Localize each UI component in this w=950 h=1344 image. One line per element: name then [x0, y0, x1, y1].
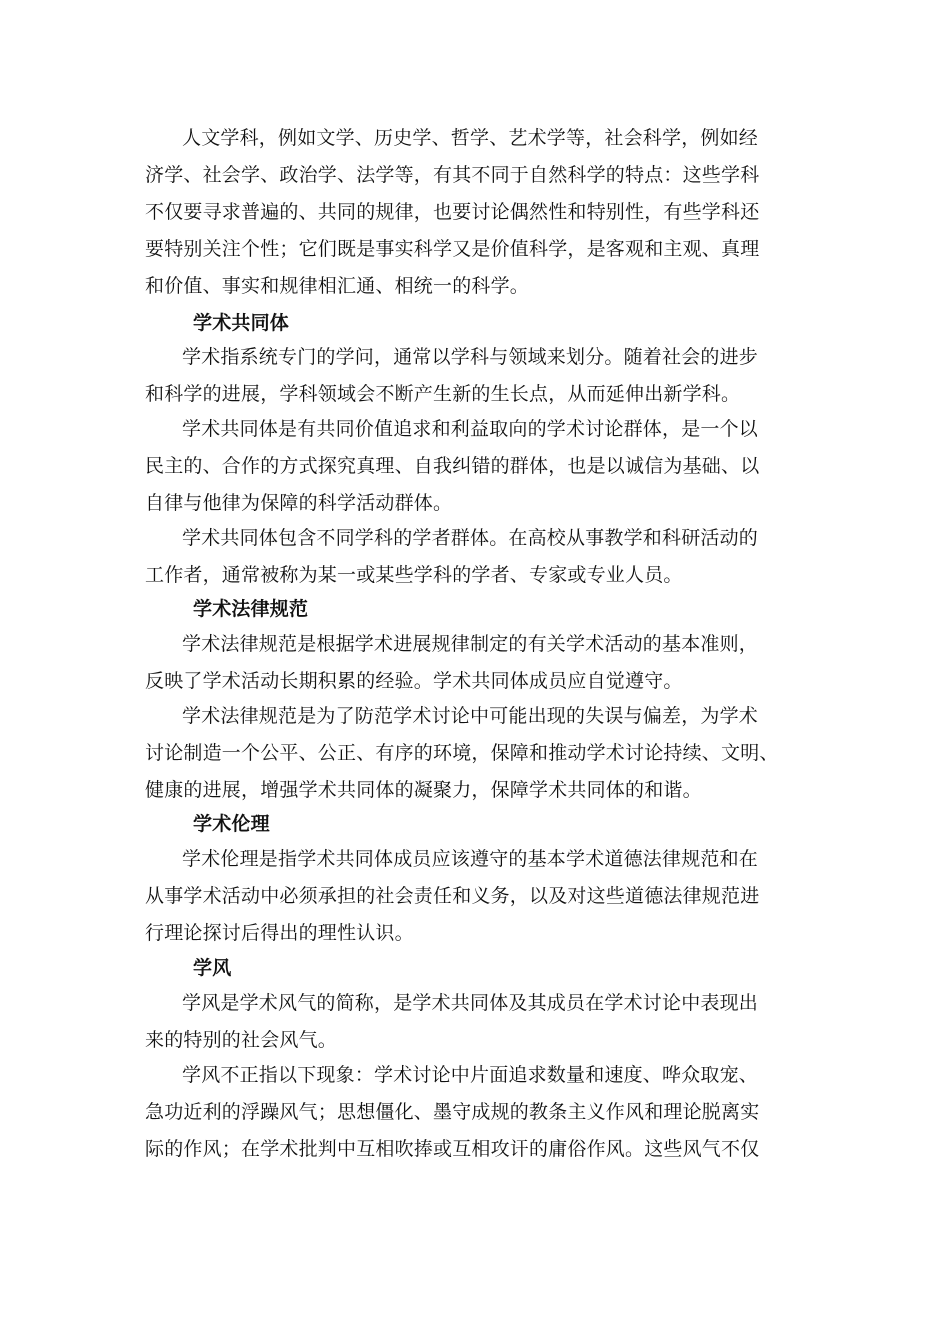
- text-line: 学术共同体是有共同价值追求和利益取向的学术讨论群体，是一个以: [182, 418, 759, 440]
- text-line: 要特别关注个性；它们既是事实科学又是价值科学，是客观和主观、真理: [145, 238, 760, 260]
- text-line: 行理论探讨后得出的理性认识。: [145, 922, 414, 944]
- text-line: 学术指系统专门的学问，通常以学科与领域来划分。随着社会的进步: [182, 346, 759, 368]
- text-line: 学风不正指以下现象：学术讨论中片面追求数量和速度、哗众取宠、: [182, 1064, 759, 1086]
- section-heading: 学术共同体: [193, 312, 290, 334]
- text-line: 学风是学术风气的简称，是学术共同体及其成员在学术讨论中表现出: [182, 992, 759, 1014]
- text-line: 学术共同体包含不同学科的学者群体。在高校从事教学和科研活动的: [182, 527, 759, 549]
- text-line: 际的作风；在学术批判中互相吹捧或互相攻讦的庸俗作风。这些风气不仅: [145, 1138, 760, 1160]
- text-line: 学术伦理是指学术共同体成员应该遵守的基本学术道德法律规范和在: [182, 848, 759, 870]
- text-line: 健康的进展，增强学术共同体的凝聚力，保障学术共同体的和谐。: [145, 779, 702, 801]
- text-line: 人文学科，例如文学、历史学、哲学、艺术学等，社会科学，例如经: [182, 127, 759, 149]
- text-line: 学术法律规范是根据学术进展规律制定的有关学术活动的基本准则，: [182, 633, 759, 655]
- text-line: 自律与他律为保障的科学活动群体。: [145, 492, 453, 514]
- section-heading: 学术法律规范: [193, 598, 309, 620]
- text-line: 不仅要寻求普遍的、共同的规律，也要讨论偶然性和特别性，有些学科还: [145, 201, 760, 223]
- text-line: 从事学术活动中必须承担的社会责任和义务，以及对这些道德法律规范进: [145, 885, 760, 907]
- text-line: 急功近利的浮躁风气；思想僵化、墨守成规的教条主义作风和理论脱离实: [145, 1101, 760, 1123]
- text-line: 和价值、事实和规律相汇通、相统一的科学。: [145, 275, 530, 297]
- text-line: 民主的、合作的方式探究真理、自我纠错的群体，也是以诚信为基础、以: [145, 455, 760, 477]
- text-line: 济学、社会学、政治学、法学等，有其不同于自然科学的特点：这些学科: [145, 164, 760, 186]
- text-line: 和科学的进展，学科领域会不断产生新的生长点，从而延伸出新学科。: [145, 383, 741, 405]
- text-line: 工作者，通常被称为某一或某些学科的学者、专家或专业人员。: [145, 564, 683, 586]
- text-line: 来的特别的社会风气。: [145, 1029, 338, 1051]
- section-heading: 学术伦理: [193, 813, 270, 835]
- text-line: 反映了学术活动长期积累的经验。学术共同体成员应自觉遵守。: [145, 670, 683, 692]
- text-line: 学术法律规范是为了防范学术讨论中可能出现的失误与偏差，为学术: [182, 705, 759, 727]
- text-line: 讨论制造一个公平、公正、有序的环境，保障和推动学术讨论持续、文明、: [145, 742, 779, 764]
- section-heading: 学风: [193, 957, 232, 979]
